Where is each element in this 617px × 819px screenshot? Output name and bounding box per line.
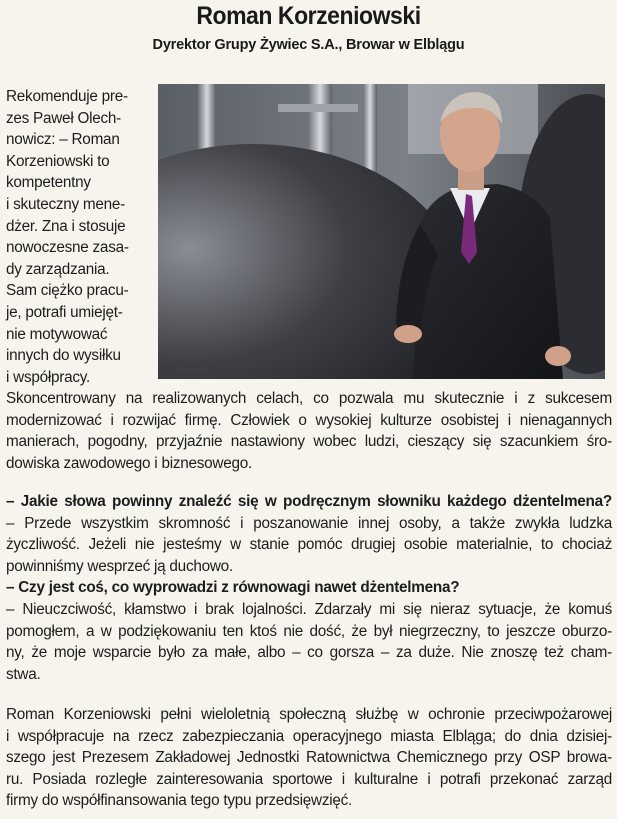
portrait-photo-image <box>158 84 605 379</box>
paragraph-line: dowiska zawodowego i biznesowego. <box>6 454 253 472</box>
paragraph-line: manierach, pogodny, przyjaźnie nastawiony wobec ludzi, cieszący się szacunkiem śro- <box>6 433 612 451</box>
interview-question: – Jakie słowa powinny znaleźć się w podręcznym słowniku każdego dżentelmena? <box>6 493 612 510</box>
paragraph-line: modernizować i rozwijać firmę. Człowiek o wysokiej kulturze osobistej i nienagannych <box>6 411 612 429</box>
intro-line: Rekomenduje pre- <box>6 88 128 105</box>
interview-answer-line: – Przede wszystkim skromność i poszanowanie innej osoby, a także zwykła ludzka <box>6 514 612 532</box>
intro-column <box>6 86 156 388</box>
interview-answer-line: życzliwość. Jeżeli nie jesteśmy w stanie pomóc drugiej osobie materialnie, to chociaż <box>6 536 612 554</box>
interview-question: – Czy jest coś, co wyprowadzi z równowagi nawet dżentelmena? <box>6 579 460 597</box>
page-title: Roman Korzeniowski <box>196 2 421 30</box>
intro-line: nowicz: – Roman <box>6 131 120 149</box>
intro-line: nowoczesne zasa- <box>6 239 129 257</box>
closing-paragraph <box>6 704 612 812</box>
paragraph-line: i współpracuje na rzecz zabezpieczania operacyjnego miasta Elbląga; do dnia dzisiej- <box>6 727 612 745</box>
intro-line: dy zarządzania. <box>6 260 110 278</box>
interview-answer-line: stwa. <box>6 665 41 683</box>
intro-line: i współpracy. <box>6 368 91 386</box>
paragraph-line: Roman Korzeniowski pełni wieloletnią społeczną służbę w ochronie przeciwpożarowej <box>6 706 612 723</box>
interview-answer-line: powinniśmy wesprzeć ją duchowo. <box>6 557 233 575</box>
interview-answer-line: ny, że moje wsparcie było za małe, albo – co gorsza – za duże. Nie znoszę też cham- <box>6 644 612 662</box>
intro-continuation <box>6 388 612 474</box>
interview-answer-line: pomogłem, a w podziękowaniu ten ktoś nie dość, że był niegrzeczny, to jeszcze oburzo- <box>6 622 612 640</box>
intro-line: zes Paweł Olech- <box>6 109 122 127</box>
paragraph-line: szego jest Prezesem Zakładowej Jednostki Ratownictwa Chemicznego przy OSP browa- <box>6 749 612 767</box>
interview-answer-line: – Nieuczciwość, kłamstwo i brak lojalności. Zdarzały mi się nieraz sytuacje, że komuś <box>6 600 612 618</box>
intro-line: dżer. Zna i stosuje <box>6 217 126 235</box>
paragraph-line: Skoncentrowany na realizowanych celach, co pozwala mu skutecznie i z sukcesem <box>6 390 612 407</box>
portrait-photo <box>158 84 605 379</box>
intro-line: je, potrafi umiejęt- <box>6 303 123 321</box>
page-subtitle: Dyrektor Grupy Żywiec S.A., Browar w Elblągu <box>152 37 465 53</box>
intro-line: kompetentny <box>6 174 91 192</box>
intro-line: Korzeniowski to <box>6 152 110 170</box>
intro-line: Sam ciężko pracu- <box>6 282 129 300</box>
intro-line: i skuteczny mene- <box>6 195 126 213</box>
paragraph-line: firmy do współfinansowania tego typu przedsięwzięć. <box>6 792 353 810</box>
interview-section <box>6 491 612 685</box>
paragraph-line: ru. Posiada rozległe zainteresowania sportowe i kulturalne i potrafi przekonać zarząd <box>6 770 612 788</box>
intro-line: innych do wysiłku <box>6 347 121 365</box>
intro-line: nie motywować <box>6 325 108 343</box>
